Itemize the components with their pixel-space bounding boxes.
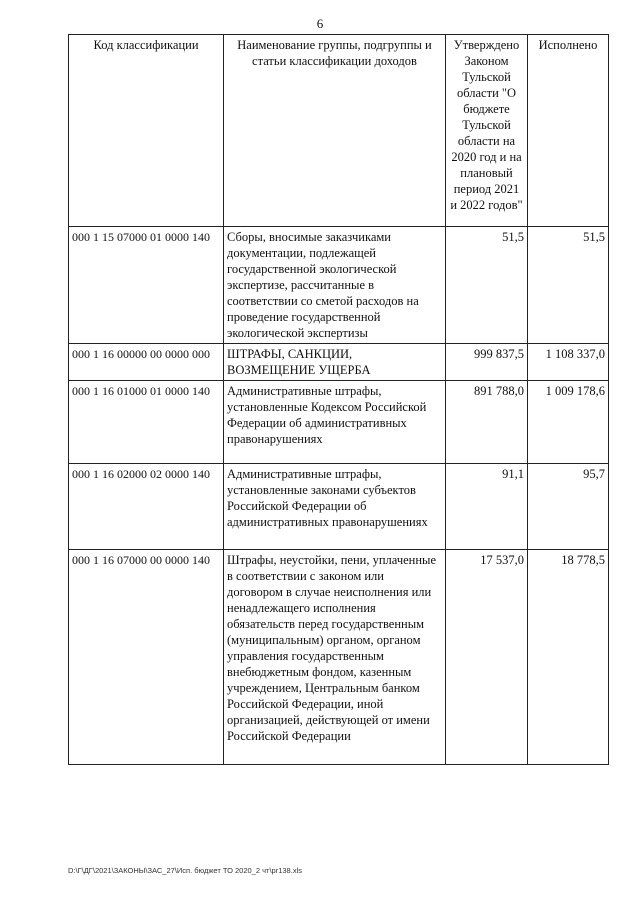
row-executed: 1 009 178,6	[528, 381, 609, 464]
header-executed: Исполнено	[528, 35, 609, 227]
row-name: Штрафы, неустойки, пени, уплаченные в соответствии с законом или договором в случае неисполнения или ненадлежащего исполнения обязательств перед государственным (муниципальным) органом, органом управления государственным внебюджетным фондом, казенным учреждением, Центральным банком Российской Федерации, иной организацией, действующей от имени Российской Федерации	[224, 550, 446, 765]
budget-table	[68, 34, 609, 765]
table-row	[69, 344, 609, 381]
table-header-row	[69, 35, 609, 227]
header-code: Код классификации	[69, 35, 224, 227]
file-path-footer: D:\Г\ДГ\2021\ЗАКОНЫ\ЗАС_27\Исп. бюджет ТО 2020_2 чт\pr138.xls	[68, 866, 302, 875]
table-row	[69, 464, 609, 550]
row-executed: 18 778,5	[528, 550, 609, 765]
row-approved: 17 537,0	[446, 550, 528, 765]
row-code: 000 1 16 01000 01 0000 140	[69, 381, 224, 464]
row-approved: 891 788,0	[446, 381, 528, 464]
row-code: 000 1 16 07000 00 0000 140	[69, 550, 224, 765]
row-code: 000 1 16 02000 02 0000 140	[69, 464, 224, 550]
table-row	[69, 550, 609, 765]
row-code: 000 1 15 07000 01 0000 140	[69, 227, 224, 344]
row-name: Сборы, вносимые заказчиками документации, подлежащей государственной экологической экспертизе, рассчитанные в соответствии со сметой расходов на проведение государственной экологической экспертизы	[224, 227, 446, 344]
row-executed: 95,7	[528, 464, 609, 550]
row-executed: 51,5	[528, 227, 609, 344]
header-name: Наименование группы, подгруппы и статьи классификации доходов	[224, 35, 446, 227]
row-approved: 91,1	[446, 464, 528, 550]
row-approved: 51,5	[446, 227, 528, 344]
row-approved: 999 837,5	[446, 344, 528, 381]
table-row	[69, 227, 609, 344]
row-name: ШТРАФЫ, САНКЦИИ, ВОЗМЕЩЕНИЕ УЩЕРБА	[224, 344, 446, 381]
page-number: 6	[316, 16, 324, 31]
row-executed: 1 108 337,0	[528, 344, 609, 381]
row-name: Административные штрафы, установленные Кодексом Российской Федерации об административных правонарушениях	[224, 381, 446, 464]
table-row	[69, 381, 609, 464]
row-name: Административные штрафы, установленные законами субъектов Российской Федерации об административных правонарушениях	[224, 464, 446, 550]
row-code: 000 1 16 00000 00 0000 000	[69, 344, 224, 381]
header-approved: Утверждено Законом Тульской области "О бюджете Тульской области на 2020 год и на плановый период 2021 и 2022 годов"	[446, 35, 528, 227]
